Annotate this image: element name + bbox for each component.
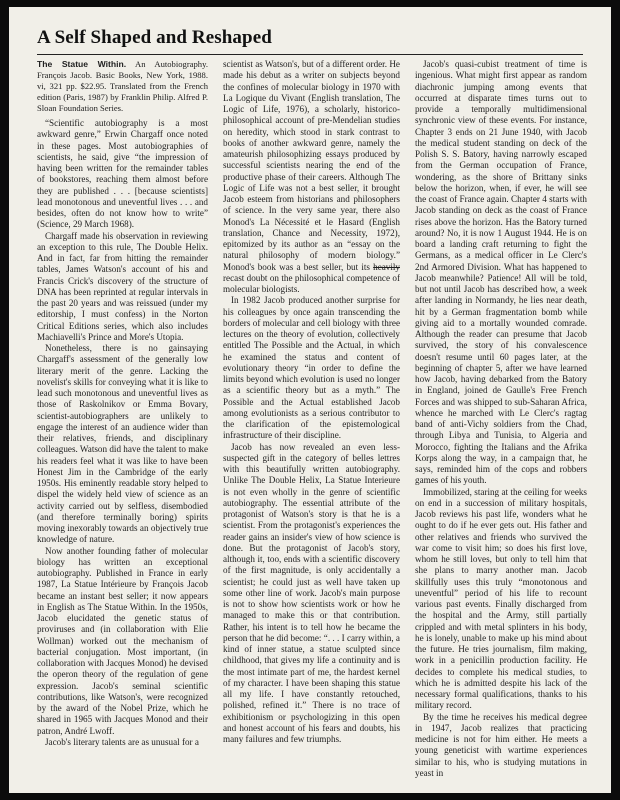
- page: [9, 7, 611, 793]
- paragraph-text: recast doubt on the philosophical competence of molecular biologists.: [223, 272, 400, 294]
- book-details: An Autobiography. François Jacob. Basic Books, New York, 1988. vi, 321 pp. $22.95. Translated from the French edition (Paris, 1987) by Franklin Philip. Alfred P. Sloan Foundation Series.: [37, 59, 208, 113]
- paragraph: By the time he receives his medical degree in 1947, Jacob realizes that practicing medicine is not for him either. He meets a young geneticist with wartime experiences similar to his, who is studying mutations in yeast in: [415, 711, 587, 778]
- paragraph: [223, 59, 400, 295]
- paragraph: Now another founding father of molecular biology has written an exceptional autobiography. Published in France in early 1987, La Statue Intérieure by François Jacob became an instant best seller; it now appears in English as The Statue Within. In the 1950s, Jacob elucidated the genetic status of proviruses and (in collaboration with Elie Wollman) worked out the mechanism of bacterial conjugation. Most important, (in collaboration with Jacques Monod) he devised the operon theory of the regulation of gene expression. Jacob's seminal scientific contributions, like Watson's, were recognized by the award of the Nobel Prize, which he shared in 1965 with Jacques Monod and their patron, André Lwoff.: [37, 545, 208, 736]
- bibliographic-entry: [37, 59, 208, 114]
- book-title: The Statue Within.: [37, 59, 127, 69]
- column-2: [223, 59, 400, 785]
- column-1: [37, 59, 208, 785]
- struck-word: heavily: [373, 261, 400, 272]
- paragraph: Chargaff made his observation in reviewing an exception to this rule, The Double Helix. And in fact, far from hitting the remainder tables, James Watson's account of his and Francis Crick's discovery of the structure of DNA has been reprinted at regular intervals in the past 20 years and was reissued (under my editorship, I must confess) in the Norton Critical Editions series, which also includes Machiavelli's Prince and More's Utopia.: [37, 230, 208, 342]
- paragraph: In 1982 Jacob produced another surprise for his colleagues by once again transcending the borders of molecular and cell biology with three lectures on the theory of evolution, collectively entitled The Possible and the Actual, in which he examined the status and content of evolutionary theory “in order to define the limits beyond which evolution is used no longer as a scientific theory but as a myth.” The Possible and the Actual established Jacob among evolutionists as a serious contributor to the clarification of the epistemological infrastructure of their discipline.: [223, 295, 400, 441]
- paragraph: “Scientific autobiography is a most awkward genre,” Erwin Chargaff once noted in these pages. Most autobiographies of scientists, he said, give “the impression of having been written for the remainder tables of bookstores, reaching them almost before they are published . . . [because scientists] lead monotonous and uneventful lives . . . and besides, often do not know how to write” (Science, 29 March 1968).: [37, 118, 208, 230]
- title-rule: [37, 54, 583, 55]
- paragraph: Jacob's literary talents are as unusual for a: [45, 736, 199, 747]
- article-title: A Self Shaped and Reshaped: [37, 27, 272, 48]
- column-3: [415, 59, 587, 785]
- paragraph: Jacob's quasi-cubist treatment of time is ingenious. What might first appear as random diachronic jumping among events that occurred at disparate times turns out to provide a temporally multidimensional synchronic view of these events. For instance, Chapter 3 ends on 21 June 1940, with Jacob the medical student standing on deck of the Polish S. S. Batory, having narrowly escaped from the German occupation of France, wondering, as the shore of Brittany sinks below the horizon, when, if ever, he will see the coast of France again. Chapter 4 starts with Jacob standing on deck as the coast of France rises above the horizon. Has the Batory turned around? No, it is now 1 August 1944. He is on board a landing craft returning to fight the Germans, as a medical officer in Le Clerc's 2nd Armored Division. What has happened to Jacob meanwhile? Patience! All will be told, but not until Jacob has described how, a week after landing in Normandy, he lies near death, hit by a German fragmentation bomb while giving aid to a mortally wounded comrade. Although the reader can presume that Jacob survived, the story of his convalescence doesn't resume until 60 pages later, at the beginning of chapter 5, after we have learned how Jacob, having debarked from the Batory in England, joined de Gaulle's Free French Forces and was shipped to sub-Saharan Africa, whence he marched with Le Clerc's ragtag band of anti-Vichy soldiers from the Chad, through Libya and Tunisia, to Algeria and Morocco, fighting the Italians and the Afrika Korps along the way, in a campaign that, he says, reminded him of the cops and robbers games of his youth.: [415, 59, 587, 486]
- paragraph: Nonetheless, there is no gainsaying Chargaff's assessment of the generally low literary merit of the genre. Lacking the novelist's skills for conveying what it is like to lead such monotonous and uneventful lives as those of Raskolnikov or Emma Bovary, scientist-autobiographers are unlikely to engage the interest of an audience wider than their relatives, friends, and disciplinary colleagues. Watson did have the talent to make his readers feel what it was like to have been Honest Jim in the Cambridge of the early 1950s. His eminently readable story helped to dispel the widely held view of science as an activity carried out by selfless, disembodied (and therefore terminally boring) spirits moving inexorably towards an objectively true knowledge of nature.: [37, 343, 208, 545]
- paragraph-text: scientist as Watson's, but of a different order. He made his debut as a writer on subjects beyond the confines of molecular biology in 1970 with La Logique du Vivant (English translation, The Logic of Life, 1976), a scholarly, historico-philosophical account of pre-Mendelian studies on heredity, which stood in stark contrast to books of another awkward genre, namely the amateurish philosophizing essays produced by successful scientists nearing the end of the productive phase of their careers. Although The Logic of Life was not a best seller, it brought Jacob esteem from historians and philosophers of science. In the very same year, there also Monod's La Nécessité et le Hasard (English translation, Chance and Necessity, 1972), epitomized by its author as an “essay on the natural philosophy of modern biology.” Monod's book was a best seller, but its: [223, 59, 400, 272]
- paragraph: Immobilized, staring at the ceiling for weeks on end in a succession of military hospitals, Jacob reviews his past life, wonders what he ought to do if he ever gets out. His father and other relatives and friends who survived the war come to visit him; so does his first love, whom he still loves, but only to tell him that she plans to marry another man. Jacob skillfully uses this truly “monotonous and uneventful” period of his life to recount various past events. Finally discharged from the hospital and the Army, still partially crippled and with metal splinters in his body, he is lonely, unable to make up his mind about the future. He tries journalism, film making, work in a penicillin production facility. He decides to complete his medical studies, to which he is admitted despite his lack of the necessary formal qualifications, thanks to his military record.: [415, 486, 587, 711]
- paragraph: Jacob has now revealed an even less-suspected gift in the category of belles lettres with this beautifully written autobiography. Unlike The Double Helix, La Statue Interieure is not even wholly in the genre of scientific autobiography. The essential attribute of the protagonist of Watson's story is that he is a scientist. From the protagonist's experiences the reader gains an insider's view of how science is done. But the protagonist of Jacob's story, although it, too, ends with a scientific discovery of the first magnitude, is only accidentally a scientist; he could just as well have taken up some other line of work. Jacob's main purpose is not to show how scientists work or how he managed to make this or that contribution. Rather, his intent is to tell how he became the person that he did become: “. . . I carry within, a kind of inner statue, a statue sculpted since childhood, that gives my life a continuity and is the most intimate part of me, the hardest kernel of my character. I have been shaping this statue all my life. I have constantly retouched, polished, refined it.” There is no trace of exhibitionism or psychologizing in this open and honest account of his fears and doubts, his many failures and few triumphs.: [223, 441, 400, 744]
